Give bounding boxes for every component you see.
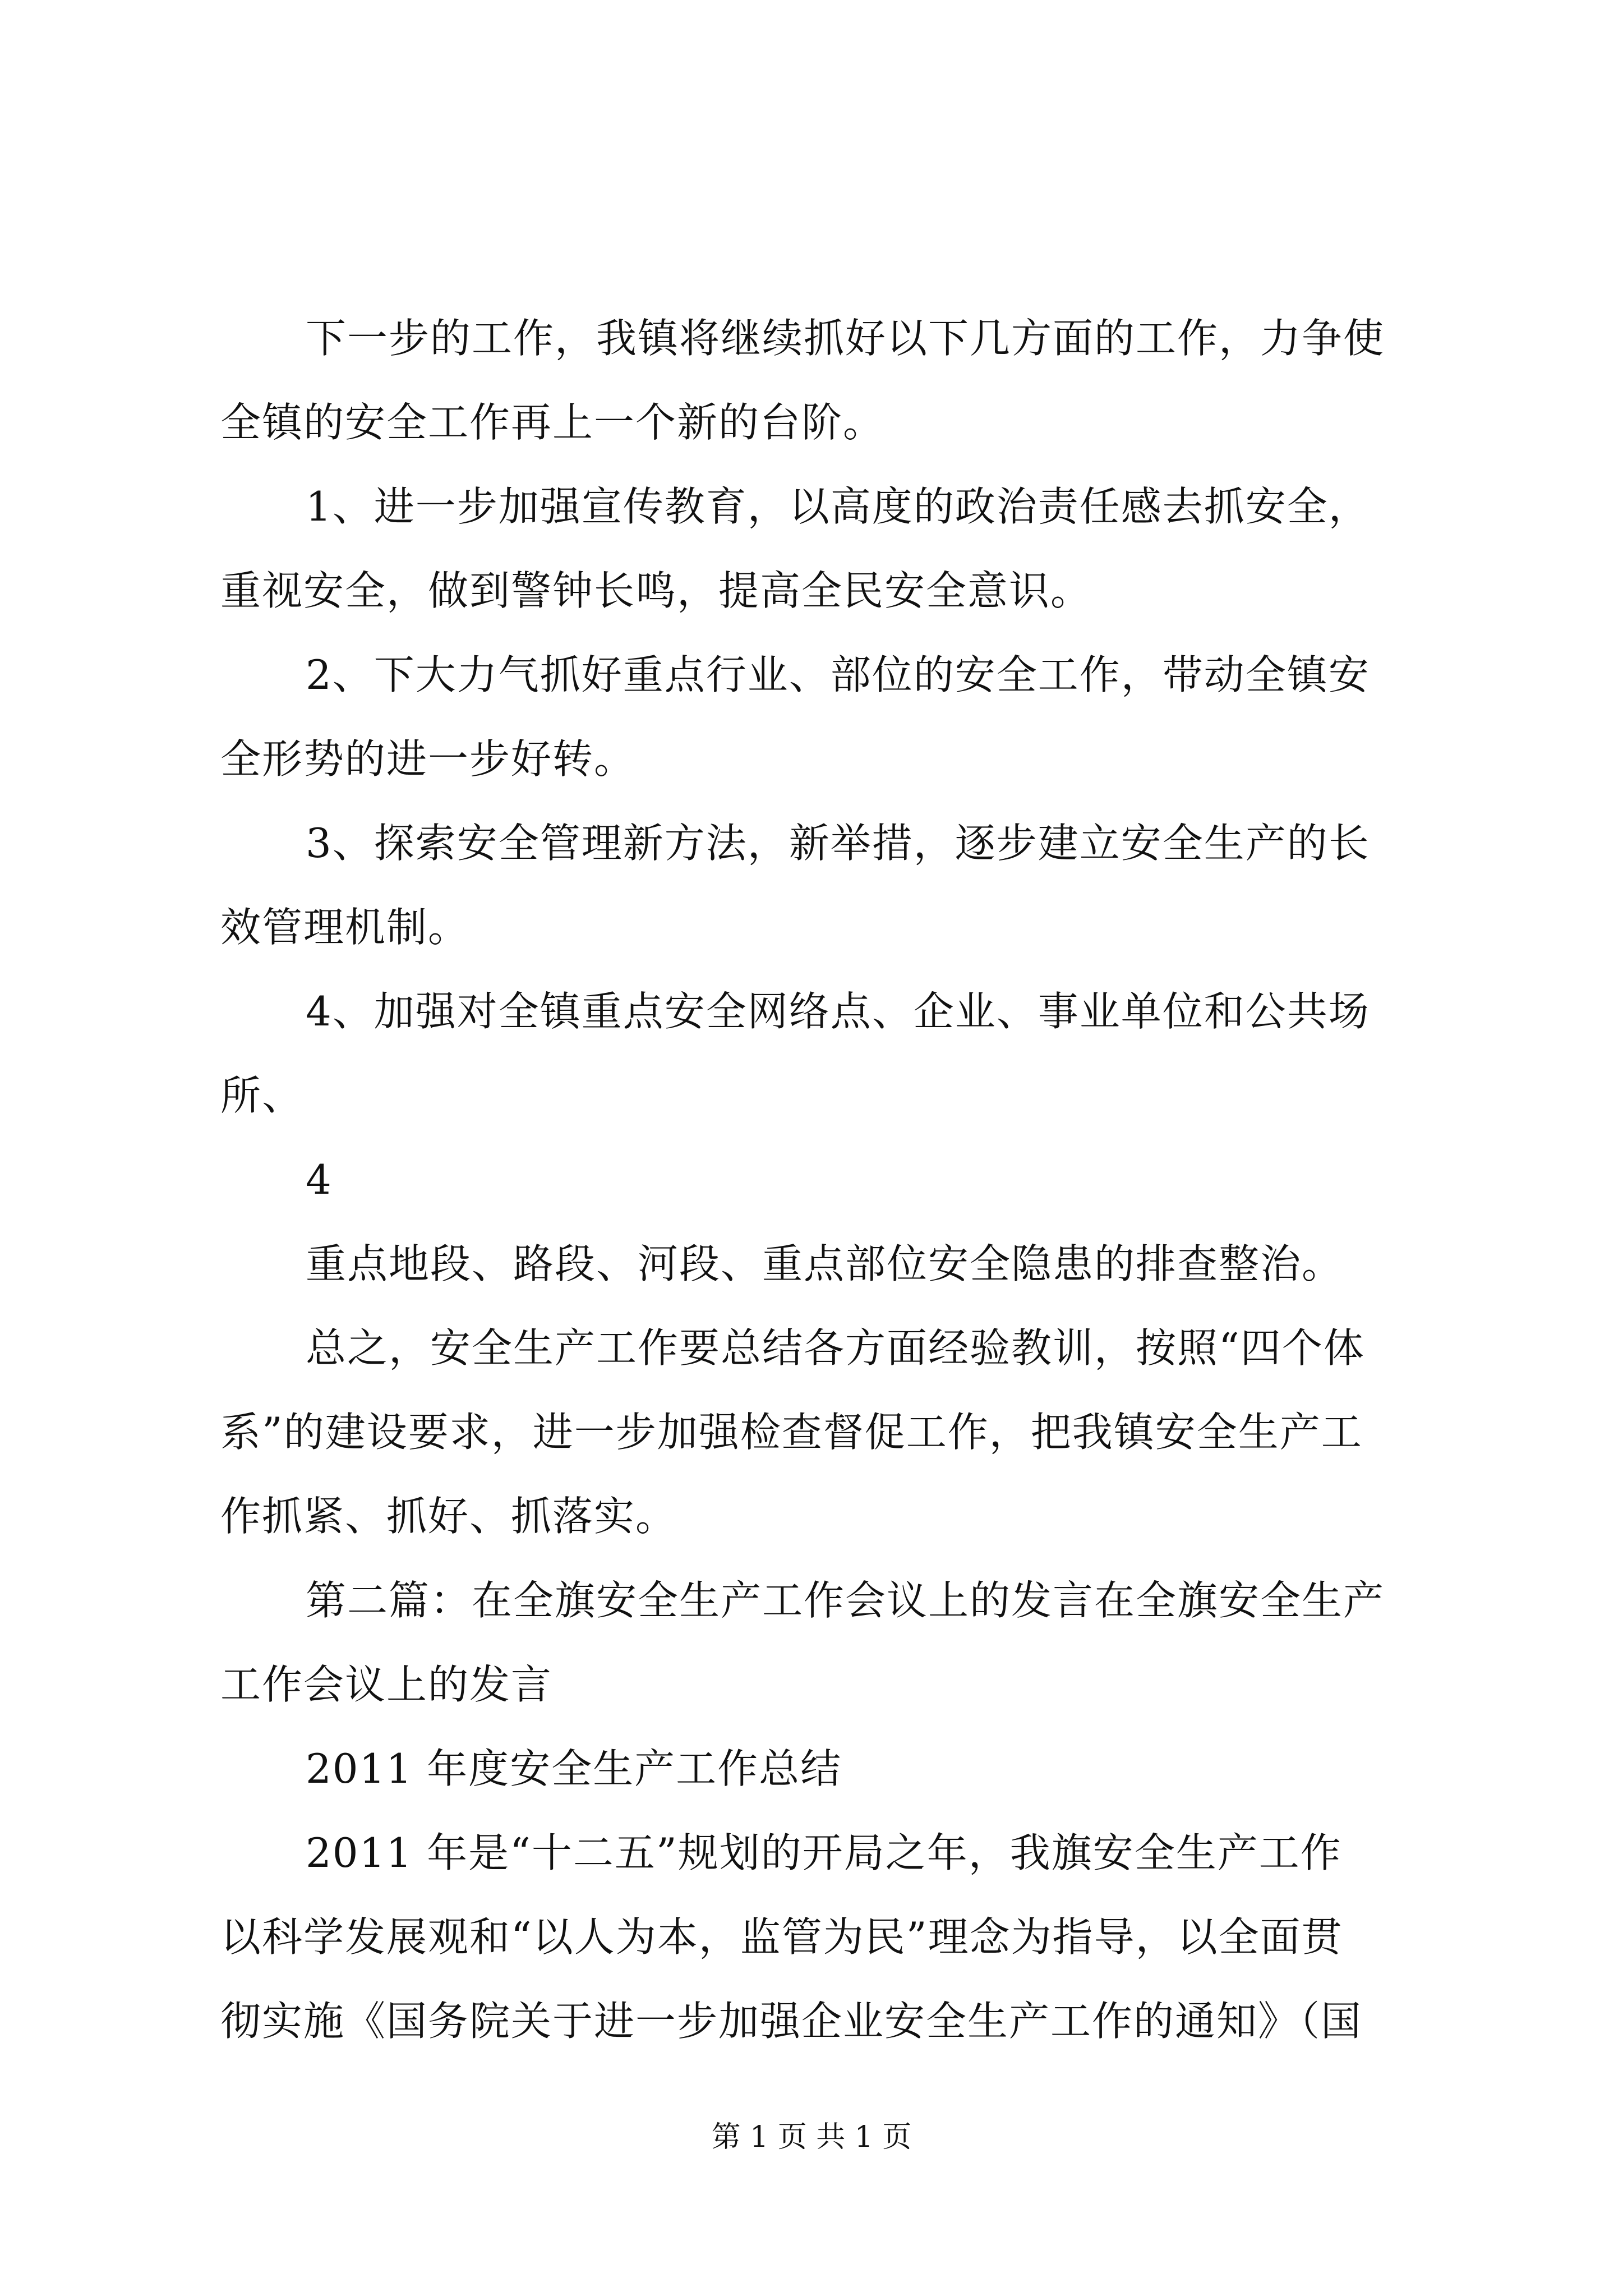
page-footer: 第 1 页 共 1 页 — [711, 2120, 912, 2154]
text-line: 作抓紧、抓好、抓落实。 — [220, 1493, 677, 1540]
section-heading: 工作会议上的发言 — [220, 1661, 553, 1708]
text-line: 1、进一步加强宣传教育，以高度的政治责任感去抓安全， — [306, 483, 1370, 530]
text-line: 2、下大力气抓好重点行业、部位的安全工作，带动全镇安 — [306, 651, 1370, 698]
text-line: 彻实施《国务院关于进一步加强企业安全生产工作的通知》（国 — [220, 1998, 1363, 2045]
text-line: 以科学发展观和“以人为本，监管为民”理念为指导，以全面贯 — [220, 1913, 1343, 1961]
text-line: 所、 — [220, 1072, 304, 1119]
page-number-marker: 4 — [306, 1156, 333, 1203]
section-heading: 第二篇：在全旗安全生产工作会议上的发言在全旗安全生产 — [306, 1577, 1385, 1624]
text-line: 4、加强对全镇重点安全网络点、企业、事业单位和公共场 — [306, 988, 1370, 1035]
text-line: 效管理机制。 — [220, 904, 470, 951]
text-line: 全形势的进一步好转。 — [220, 735, 636, 783]
text-line: 3、探索安全管理新方法，新举措，逐步建立安全生产的长 — [306, 820, 1370, 867]
text-line: 重点地段、路段、河段、重点部位安全隐患的排查整治。 — [306, 1240, 1344, 1287]
text-line: 系”的建设要求，进一步加强检查督促工作，把我镇安全生产工 — [220, 1409, 1363, 1456]
text-line: 重视安全，做到警钟长鸣，提高全民安全意识。 — [220, 567, 1092, 614]
text-line: 下一步的工作，我镇将继续抓好以下几方面的工作，力争使 — [306, 315, 1385, 362]
subtitle: 2011 年度安全生产工作总结 — [306, 1745, 842, 1792]
text-line: 总之，安全生产工作要总结各方面经验教训，按照“四个体 — [306, 1324, 1365, 1372]
text-line: 2011 年是“十二五”规划的开局之年，我旗安全生产工作 — [306, 1829, 1342, 1876]
text-line: 全镇的安全工作再上一个新的台阶。 — [220, 399, 885, 446]
